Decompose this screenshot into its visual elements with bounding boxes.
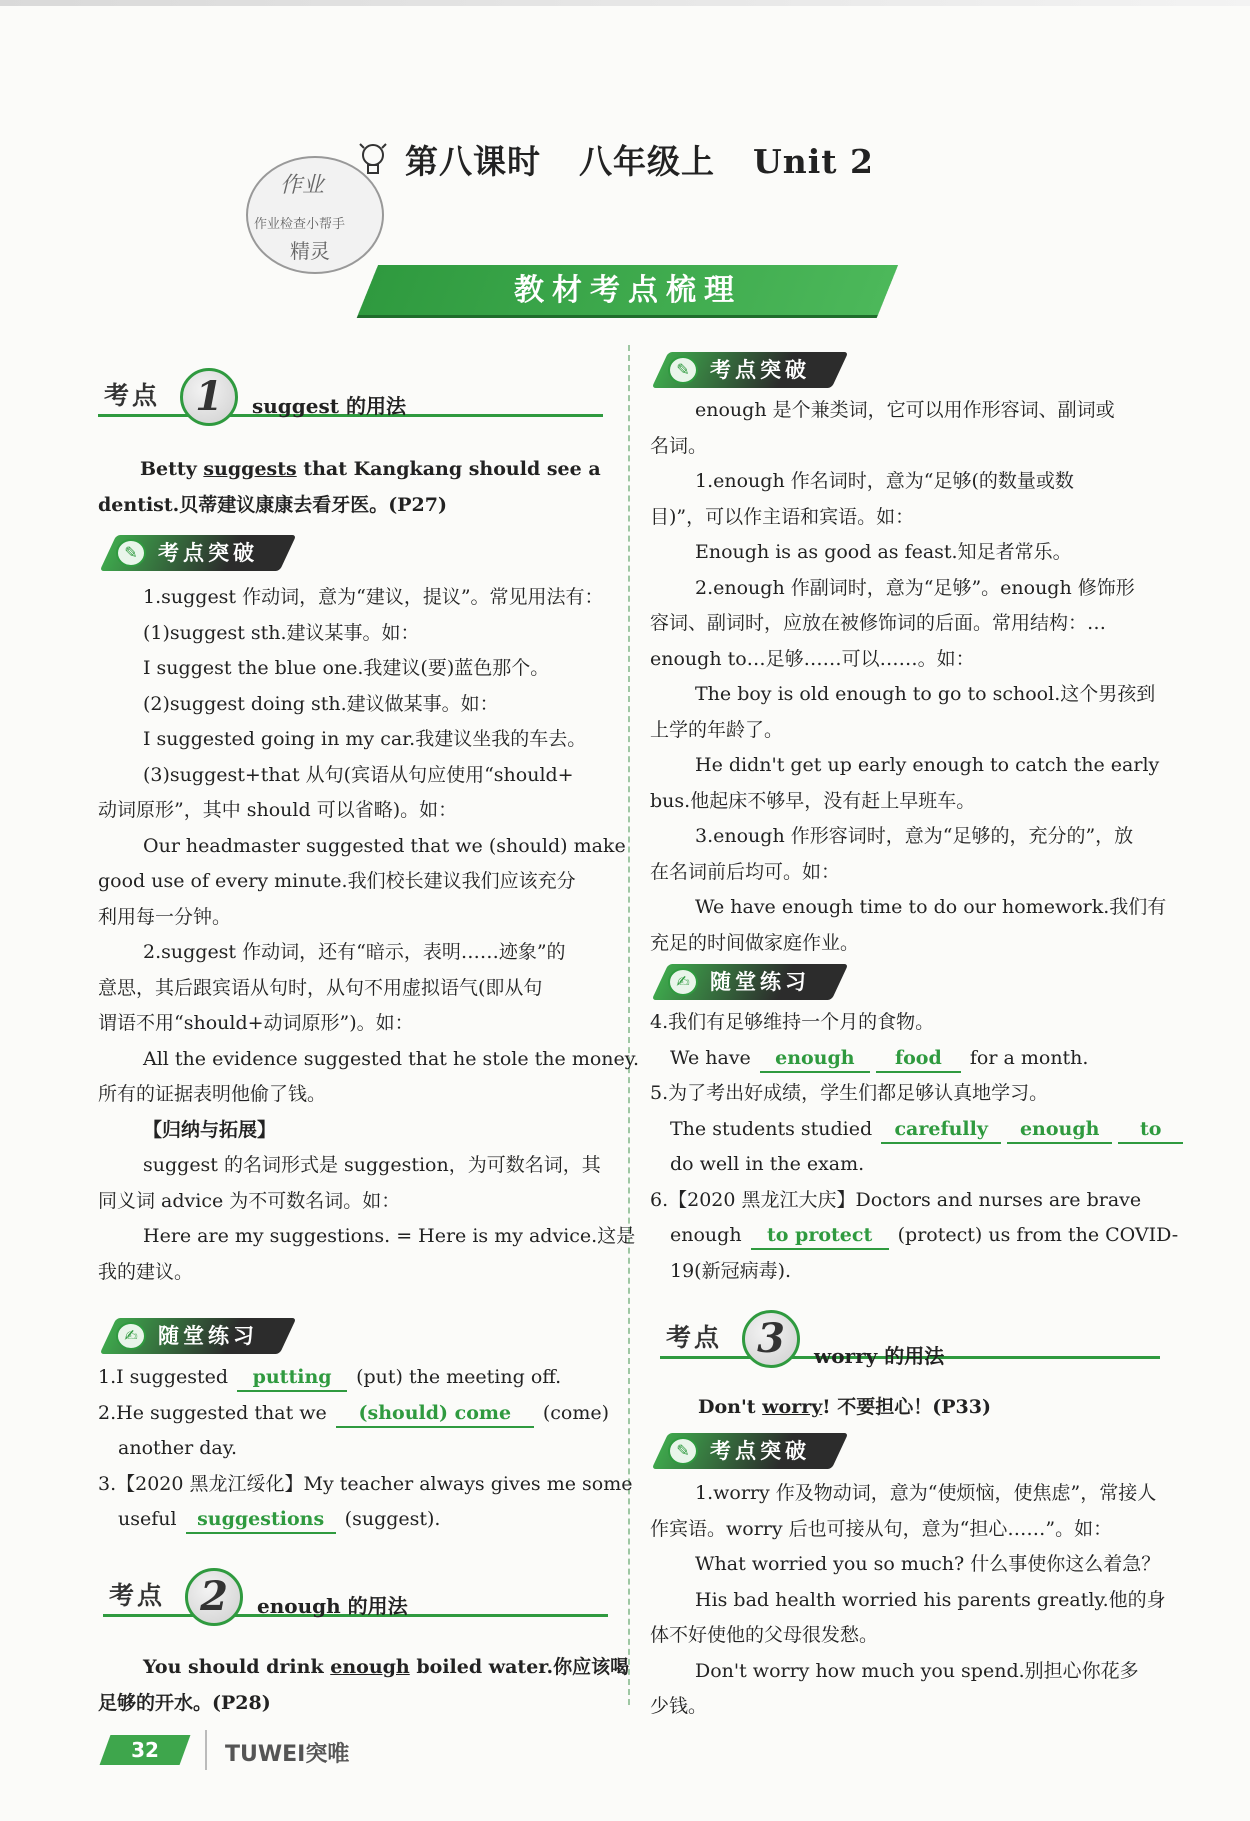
answer-blank: enough	[1007, 1116, 1112, 1144]
kaodian-number-3: 3	[742, 1310, 800, 1368]
tupo-pill-3: ✎ 考点突破	[650, 1433, 850, 1471]
answer-blank: to protect	[751, 1222, 889, 1250]
kaodian-1-body: 1.suggest 作动词，意为“建议，提议”。常见用法有： (1)suggest sth.建议某事。如： I suggest the blue one.我建议(要)蓝色那个。 (2)suggest doing sth.建议做某事。如： I suggested going in my car.我建议坐我的车去。 (3)suggest+that 从句(宾语从句应使用“should+ 动词原形”，其中 should 可以省略)。如： Our headmaster suggested that we (should) make good use of every minute.我们校长建议我们应该充分 利用每一分钟。 2.suggest 作动词，还有“暗示，表明……迹象”的 意思，其后跟宾语从句时，从句不用虚拟语气(即从句 谓语不用“should+动词原形”)。如： All the evidence suggested that he stole the money. 所有的证据表明他偷了钱。 【归纳与拓展】 suggest 的名词形式是 suggestion，为可数名词，其 同义词 advice 为不可数名词。如： Here are my suggestions. = Here is my advice.这是 我的建议。	[98, 586, 640, 1283]
top-edge	[0, 0, 1250, 6]
kaodian-number-2: 2	[185, 1568, 243, 1626]
pencil-icon: ✍	[116, 1322, 146, 1350]
kaodian-3-example: Don't worry! 不要担心！(P33)	[698, 1396, 991, 1418]
answer-blank: food	[876, 1045, 961, 1073]
page-number: 32	[131, 1738, 159, 1762]
svg-text:精灵: 精灵	[290, 239, 330, 263]
tupo-pill-1: ✎ 考点突破	[98, 535, 298, 573]
kaodian-2-example: You should drink enough boiled water.你应该喝 足够的开水。(P28)	[98, 1656, 630, 1714]
lianxi-pill-2: ✍ 随堂练习	[650, 964, 850, 1002]
answer-blank: putting	[237, 1364, 347, 1392]
discuss-icon: ✎	[116, 539, 146, 567]
column-divider	[628, 345, 630, 1705]
brand-logo: TUWEI突唯	[225, 1742, 350, 1767]
page-title: 第八课时 八年级上 Unit 2	[405, 142, 875, 181]
kaodian-2-header: 考点 2 enough 的用法	[103, 1568, 608, 1638]
lianxi-pill-1: ✍ 随堂练习	[98, 1318, 298, 1356]
tupo-pill-2: ✎ 考点突破	[650, 352, 850, 390]
answer-blank: enough	[760, 1045, 870, 1073]
kaodian-1-exercises: 1.I suggested putting (put) the meeting off. 2.He suggested that we (should) come (come) another day. 3.【2020 黑龙江绥化】My teacher always gives me some useful suggestions (suggest).	[98, 1360, 608, 1538]
answer-blank: to	[1118, 1116, 1183, 1144]
discuss-icon: ✎	[668, 356, 698, 384]
section-banner: 教材考点梳理	[514, 273, 742, 308]
kaodian-1-header: 考点 1 suggest 的用法	[98, 368, 603, 438]
kaodian-1-example: Betty suggests that Kangkang should see a dentist.贝蒂建议康康去看牙医。(P27)	[98, 458, 601, 516]
svg-text:作业检查小帮手: 作业检查小帮手	[254, 217, 346, 232]
kaodian-1-title: suggest 的用法	[252, 394, 406, 418]
answer-blank: (should) come	[336, 1400, 534, 1428]
kaodian-2-body: enough 是个兼类词，它可以用作形容词、副词或 名词。 1.enough 作名词时，意为“足够(的数量或数 目)”，可以作主语和宾语。如： Enough is as good as feast.知足者常乐。 2.enough 作副词时，意为“足够”。enough 修饰形 容词、副词时，应放在被修饰词的后面。常用结构：… enough to…足够……可以……。如： The boy is old enough to go to school.这个男孩到 上学的年龄了。 He didn't get up early enough to catch the early bus.他起床不够早，没有赶上早班车。 3.enough 作形容词时，意为“足够的，充分的”，放 在名词前后均可。如： We have enough time to do our homework.我们有 充足的时间做家庭作业。	[650, 399, 1167, 954]
kaodian-2-title: enough 的用法	[257, 1594, 408, 1618]
lightbulb-icon	[358, 140, 388, 180]
kaodian-3-header: 考点 3 worry 的用法	[660, 1310, 1160, 1380]
discuss-icon: ✎	[668, 1437, 698, 1465]
answer-blank: carefully	[881, 1116, 1001, 1144]
svg-text:作业: 作业	[280, 173, 325, 198]
guina-label: 【归纳与拓展】	[143, 1118, 277, 1141]
kaodian-3-body: 1.worry 作及物动词，意为“使烦恼，使焦虑”，常接人 作宾语。worry 后也可接从句，意为“担心……”。如： What worried you so much? 什么事使你这么着急？ His bad health worried his parents greatly.他的身 体不好使他的父母很发愁。 Don't worry how much you spend.别担心你花多 少钱。	[650, 1482, 1166, 1717]
answer-blank: suggestions	[186, 1506, 336, 1534]
kaodian-3-title: worry 的用法	[814, 1344, 945, 1368]
kaodian-2-exercises: 4.我们有足够维持一个月的食物。 We have enough food for a month. 5.为了考出好成绩，学生们都足够认真地学习。 The students studied carefully enough to do well in the exam. 6.【2020 黑龙江大庆】Doctors and nurses are brave enough to protect (protect) us from the COVID- 19(新冠病毒).	[650, 1005, 1170, 1289]
pencil-icon: ✍	[668, 968, 698, 996]
kaodian-number-1: 1	[180, 368, 238, 426]
footer-divider	[205, 1730, 207, 1770]
